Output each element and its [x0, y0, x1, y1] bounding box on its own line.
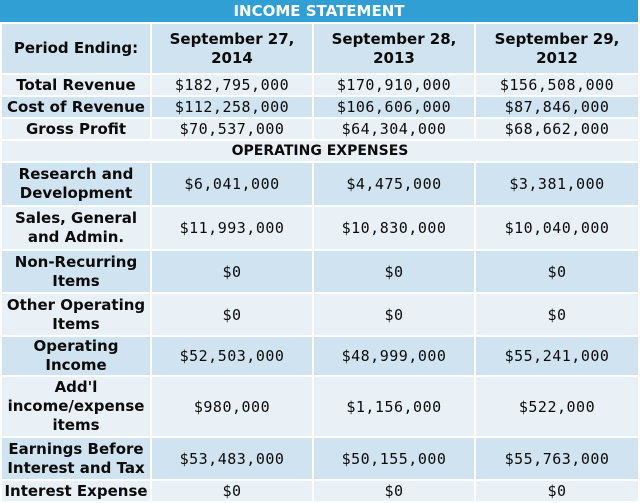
- row-label: Sales, General and Admin.: [1, 206, 151, 250]
- cell-value: $0: [313, 293, 475, 336]
- table-row: [1, 480, 639, 502]
- period-header: September 28, 2013: [313, 23, 475, 74]
- cell-value: $10,040,000: [475, 206, 639, 250]
- row-label: Total Revenue: [1, 74, 151, 96]
- cell-value: $3,381,000: [475, 162, 639, 206]
- cell-value: $170,910,000: [313, 74, 475, 96]
- row-label: Operating Income: [1, 336, 151, 376]
- cell-value: $55,241,000: [475, 336, 639, 376]
- cell-value: $182,795,000: [151, 74, 313, 96]
- row-label: Research and Development: [1, 162, 151, 206]
- table-row: [1, 376, 639, 437]
- cell-value: $70,537,000: [151, 118, 313, 140]
- cell-value: $0: [475, 480, 639, 502]
- row-label: Cost of Revenue: [1, 96, 151, 118]
- cell-value: $11,993,000: [151, 206, 313, 250]
- row-label: Other Operating Items: [1, 293, 151, 336]
- table-row: [1, 250, 639, 293]
- period-header: September 29, 2012: [475, 23, 639, 74]
- cell-value: $522,000: [475, 376, 639, 437]
- cell-value: $0: [313, 250, 475, 293]
- cell-value: $4,475,000: [313, 162, 475, 206]
- cell-value: $980,000: [151, 376, 313, 437]
- row-label: Non-Recurring Items: [1, 250, 151, 293]
- section-header-row: [1, 140, 639, 162]
- row-label: Gross Profit: [1, 118, 151, 140]
- cell-value: $0: [151, 250, 313, 293]
- table-row: [1, 96, 639, 118]
- cell-value: $87,846,000: [475, 96, 639, 118]
- operating-expenses-heading: OPERATING EXPENSES: [1, 140, 639, 162]
- row-label: Interest Expense: [1, 480, 151, 502]
- table-row: [1, 437, 639, 480]
- cell-value: $50,155,000: [313, 437, 475, 480]
- cell-value: $0: [151, 293, 313, 336]
- period-header-row: [1, 23, 639, 74]
- cell-value: $1,156,000: [313, 376, 475, 437]
- table-row: [1, 336, 639, 376]
- cell-value: $48,999,000: [313, 336, 475, 376]
- cell-value: $0: [475, 293, 639, 336]
- period-header: September 27, 2014: [151, 23, 313, 74]
- cell-value: $55,763,000: [475, 437, 639, 480]
- cell-value: $106,606,000: [313, 96, 475, 118]
- cell-value: $6,041,000: [151, 162, 313, 206]
- cell-value: $0: [313, 480, 475, 502]
- table-row: [1, 293, 639, 336]
- cell-value: $64,304,000: [313, 118, 475, 140]
- cell-value: $10,830,000: [313, 206, 475, 250]
- period-ending-label: Period Ending:: [1, 23, 151, 74]
- row-label: Add'l income/expense items: [1, 376, 151, 437]
- table-row: [1, 206, 639, 250]
- row-label: Earnings Before Interest and Tax: [1, 437, 151, 480]
- cell-value: $52,503,000: [151, 336, 313, 376]
- statement-title: INCOME STATEMENT: [0, 0, 638, 22]
- table-row: [1, 118, 639, 140]
- cell-value: $53,483,000: [151, 437, 313, 480]
- table-row: [1, 74, 639, 96]
- income-statement-table: [0, 22, 640, 503]
- cell-value: $68,662,000: [475, 118, 639, 140]
- cell-value: $156,508,000: [475, 74, 639, 96]
- cell-value: $0: [151, 480, 313, 502]
- cell-value: $112,258,000: [151, 96, 313, 118]
- table-row: [1, 162, 639, 206]
- cell-value: $0: [475, 250, 639, 293]
